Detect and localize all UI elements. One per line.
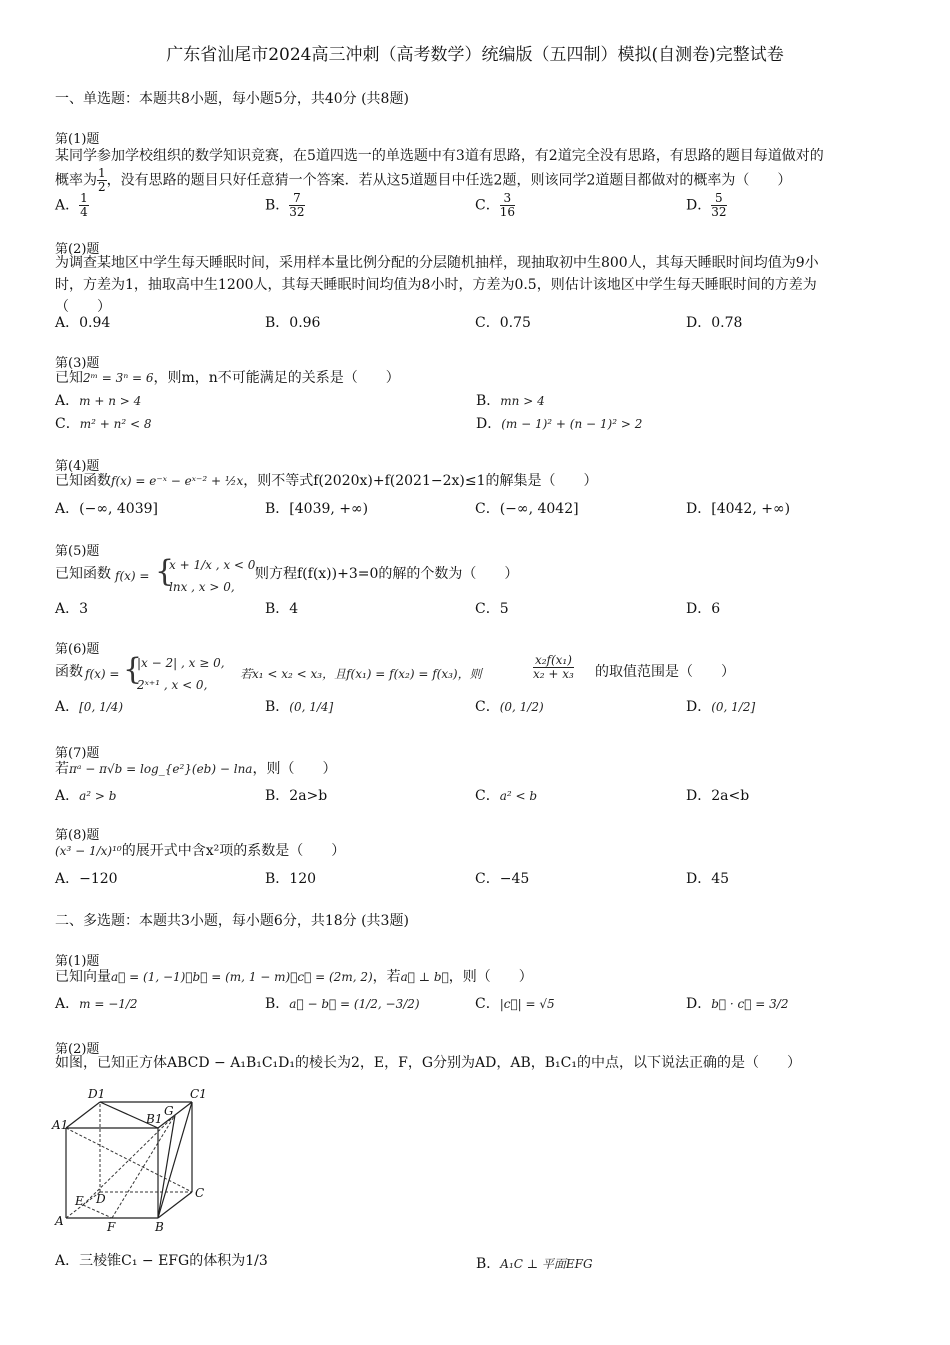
option-c[interactable] [475, 598, 509, 618]
math-expression: f(x) = [85, 667, 120, 681]
option-text: [0, 1/4) [79, 700, 124, 714]
option-label: C． [475, 788, 500, 804]
label-b1: B1 [146, 1112, 163, 1126]
denominator: x₂ + x₃ [533, 667, 574, 681]
segment-c1b [158, 1102, 192, 1218]
question-stem [55, 367, 895, 389]
stem-text: 已知函数 [55, 473, 111, 489]
option-label: A． [55, 393, 80, 409]
segment-fg [112, 1115, 175, 1218]
page-title: 广东省汕尾市2024高三冲刺（高考数学）统编版（五四制）模拟(自测卷)完整试卷 [166, 45, 784, 65]
math-expression: 若x₁ < x₂ < x₃，且f(x₁) = f(x₂) = f(x₃)，则 [240, 667, 482, 681]
option-text: b⃗ · c⃗ = 3/2 [711, 997, 789, 1011]
option-c[interactable] [475, 785, 537, 805]
question-number: 第(8)题 [55, 828, 100, 843]
option-text: m² + n² < 8 [79, 417, 152, 431]
stem-text: ，则m，n不可能满足的关系是（ ） [153, 370, 400, 386]
stem-text: 的展开式中含x²项的系数是（ ） [121, 843, 346, 859]
denominator: 32 [289, 205, 305, 219]
stem-line: 某同学参加学校组织的数学知识竞赛，在5道四选一的单选题中有3道有思路，有2道完全没有思路，有思路的题目每道做对的 [55, 148, 824, 164]
option-text: 3 [79, 601, 89, 617]
stem-text: ，若 [372, 969, 401, 985]
option-text: 0.75 [499, 315, 531, 331]
denominator: 2 [98, 180, 106, 194]
option-b[interactable] [476, 390, 545, 410]
numerator: x₂f(x₁) [534, 653, 572, 667]
option-label: A． [55, 788, 80, 804]
question-stem [55, 145, 895, 194]
option-text: m = −1/2 [79, 997, 138, 1011]
option-label: D． [686, 996, 712, 1012]
option-c[interactable] [475, 993, 555, 1013]
option-b[interactable] [265, 312, 320, 332]
option-label: C． [475, 501, 500, 517]
option-a[interactable] [55, 868, 118, 888]
option-label: B． [265, 699, 290, 715]
math-expression: f(x) = e⁻ˣ − eˣ⁻² + ½x [111, 474, 244, 488]
option-text: (−∞, 4039] [79, 501, 158, 517]
label-e: E [75, 1194, 84, 1208]
option-label: D． [476, 416, 502, 432]
option-label: A． [55, 996, 80, 1012]
option-text: 45 [711, 871, 730, 887]
option-b[interactable] [265, 785, 327, 805]
question-stem [55, 758, 895, 780]
segment-ef [83, 1205, 112, 1218]
option-label: B． [265, 501, 290, 517]
option-text: (0, 1/2) [499, 700, 544, 714]
option-d[interactable] [686, 993, 788, 1013]
option-label: A． [55, 315, 80, 331]
question-number: 第(1)题 [55, 132, 100, 147]
option-label: B． [265, 197, 290, 214]
option-text: (0, 1/2] [711, 700, 756, 714]
fraction [500, 192, 515, 219]
option-d[interactable] [476, 413, 642, 433]
fraction [79, 192, 89, 219]
option-d[interactable] [686, 868, 729, 888]
option-b[interactable] [265, 696, 333, 716]
option-text: −120 [79, 871, 118, 887]
option-a[interactable] [55, 696, 123, 716]
question-number: 第(4)题 [55, 459, 100, 474]
option-label: B． [265, 788, 290, 804]
option-c[interactable] [475, 192, 515, 219]
stem-text: 概率为 [55, 172, 97, 189]
option-text: 0.96 [289, 315, 321, 331]
option-b[interactable] [265, 868, 316, 888]
option-label: A． [55, 197, 80, 214]
option-a[interactable] [55, 192, 89, 219]
segment-a1c [66, 1128, 192, 1192]
option-c[interactable] [475, 868, 529, 888]
option-label: C． [475, 699, 500, 715]
option-text: [4042, +∞) [711, 501, 791, 517]
option-label: C． [475, 996, 500, 1012]
option-a[interactable] [55, 498, 158, 518]
option-label: C． [475, 871, 500, 887]
numerator: 5 [711, 192, 726, 206]
option-label: B． [265, 315, 290, 331]
option-c[interactable] [475, 498, 579, 518]
option-label: C． [475, 315, 500, 331]
option-d[interactable] [686, 598, 720, 618]
option-label: D． [686, 501, 712, 517]
piecewise-case: x + 1/x , x < 0, [169, 558, 260, 572]
label-f: F [107, 1220, 116, 1234]
math-expression: a⃗ ⊥ b⃗ [400, 970, 449, 984]
question-stem [55, 966, 895, 988]
option-text: 三棱锥C₁ − EFG的体积为1/3 [79, 1253, 268, 1269]
option-b[interactable] [265, 498, 368, 518]
option-label: D． [686, 871, 712, 887]
fraction [289, 192, 304, 219]
option-label: A． [55, 1253, 80, 1269]
stem-text: 函数 [55, 664, 83, 680]
piecewise-case: 2ˣ⁺¹ , x < 0, [137, 678, 208, 692]
label-d1: D1 [88, 1087, 106, 1101]
fraction [533, 654, 574, 681]
option-text: a² > b [79, 789, 117, 803]
option-text: −45 [499, 871, 530, 887]
question-stem [55, 252, 895, 318]
option-text: (0, 1/4] [289, 700, 334, 714]
option-text: 0.78 [711, 315, 743, 331]
option-label: C． [475, 197, 500, 214]
option-label: A． [55, 699, 80, 715]
stem-text: ，没有思路的题目只好任意猜一个答案．若从这5道题目中任选2题，则该同学2道题目都做对的概率为（ ） [106, 172, 792, 189]
stem-line: 时，方差为1，抽取高中生1200人，其每天睡眠时间均值为8小时，方差为0.5，则估计该地区中学生每天睡眠时间的方差为 [55, 277, 817, 293]
option-label: B． [265, 871, 290, 887]
option-d[interactable] [686, 498, 790, 518]
option-a[interactable] [55, 1250, 268, 1270]
option-label: B． [476, 1256, 501, 1272]
option-text: mn > 4 [500, 394, 545, 408]
denominator: 4 [80, 205, 88, 219]
piecewise-case: |x − 2| , x ≥ 0, [137, 656, 225, 670]
numerator: 3 [500, 192, 515, 206]
question-stem [55, 470, 895, 492]
option-text: a⃗ − b⃗ = (1/2, −3/2) [289, 997, 420, 1011]
question-stem [55, 552, 895, 596]
stem-line: 为调查某地区中学生每天睡眠时间，采用样本量比例分配的分层随机抽样，现抽取初中生800人，其每天睡眠时间均值为9小 [55, 255, 819, 271]
label-c1: C1 [190, 1087, 207, 1101]
stem-text: ，则不等式f(2020x)+f(2021−2x)≤1的解集是（ ） [243, 473, 598, 489]
option-label: B． [476, 393, 501, 409]
option-text: (m − 1)² + (n − 1)² > 2 [501, 417, 643, 431]
option-text: 4 [289, 601, 299, 617]
option-label: C． [475, 601, 500, 617]
stem-line: （ ） [55, 299, 111, 315]
option-b[interactable] [265, 598, 298, 618]
option-c[interactable] [475, 696, 544, 716]
option-b[interactable] [265, 192, 305, 219]
stem-text: ，则（ ） [252, 761, 337, 777]
label-a1: A1 [52, 1118, 69, 1132]
cube-figure [50, 1085, 220, 1235]
option-label: D． [686, 788, 712, 804]
option-text: 120 [289, 871, 317, 887]
option-label: C． [55, 416, 80, 432]
question-stem [55, 840, 895, 862]
option-text: a² < b [499, 789, 538, 803]
option-text: 2a>b [289, 788, 328, 804]
stem-text: 已知向量 [55, 969, 111, 985]
math-expression: a⃗ = (1, −1)，b⃗ = (m, 1 − m)，c⃗ = (2m, 2) [111, 970, 373, 984]
numerator: 1 [80, 191, 88, 205]
numerator: 7 [289, 192, 304, 206]
option-c[interactable] [475, 312, 531, 332]
option-text: |c⃗| = √5 [499, 997, 555, 1011]
option-text: 6 [711, 601, 721, 617]
option-label: B． [265, 996, 290, 1012]
option-d[interactable] [686, 785, 749, 805]
segment-gb [158, 1115, 175, 1218]
option-d[interactable] [686, 696, 755, 716]
question-stem: 如图，已知正方体ABCD − A₁B₁C₁D₁的棱长为2，E，F，G分别为AD，AB，B₁C₁的中点，以下说法正确的是（ ） [55, 1055, 801, 1071]
label-b: B [155, 1220, 164, 1234]
option-c[interactable] [55, 413, 151, 433]
stem-text: 则方程f(f(x))+3=0的解的个数为（ ） [255, 566, 519, 582]
edge-bc [158, 1192, 192, 1218]
edge-a1d1 [66, 1102, 100, 1128]
option-text: (−∞, 4042] [499, 501, 579, 517]
label-c: C [195, 1186, 205, 1200]
option-a[interactable] [55, 312, 110, 332]
option-text: [4039, +∞) [289, 501, 369, 517]
option-label: A． [55, 871, 80, 887]
option-a[interactable] [55, 598, 88, 618]
option-text: m + n > 4 [79, 394, 142, 408]
denominator: 32 [711, 205, 727, 219]
option-a[interactable] [55, 390, 141, 410]
left-brace: { [155, 554, 175, 589]
option-b[interactable] [265, 993, 420, 1013]
question-number: 第(2)题 [55, 242, 100, 257]
option-text: A₁C ⊥ 平面EFG [500, 1257, 593, 1271]
stem-text: 的取值范围是（ ） [595, 664, 735, 680]
hidden-edges [66, 1102, 192, 1218]
stem-text: 已知 [55, 370, 83, 386]
question-number: 第(5)题 [55, 544, 100, 559]
option-d[interactable] [686, 312, 742, 332]
fraction [97, 167, 107, 194]
label-a: A [55, 1214, 64, 1228]
option-d[interactable] [686, 192, 727, 219]
numerator: 1 [98, 166, 106, 180]
option-text: 0.94 [79, 315, 111, 331]
math-expression: 2ᵐ = 3ⁿ = 6 [83, 371, 154, 385]
option-label: B． [265, 601, 290, 617]
stem-text: ，则（ ） [448, 969, 533, 985]
question-number: 第(7)题 [55, 746, 100, 761]
piecewise-case: lnx , x > 0, [169, 580, 235, 594]
option-label: D． [686, 197, 712, 214]
option-label: D． [686, 601, 712, 617]
math-expression: πᵃ − π√b = log_{e²}(eb) − lna [69, 762, 253, 776]
section-multiple-choice: 二、多选题：本题共3小题，每小题6分，共18分 (共3题) [55, 913, 409, 929]
stem-text: 已知函数 [55, 566, 111, 582]
option-text: 5 [499, 601, 509, 617]
left-brace: { [123, 652, 143, 687]
option-label: A． [55, 601, 80, 617]
denominator: 16 [499, 205, 515, 219]
option-a[interactable] [55, 785, 116, 805]
question-number: 第(6)题 [55, 642, 100, 657]
math-expression: (x³ − 1/x)¹⁰ [55, 844, 122, 858]
option-b[interactable] [476, 1253, 593, 1273]
math-expression: f(x) = [115, 569, 150, 583]
label-d: D [96, 1192, 106, 1206]
option-label: D． [686, 699, 712, 715]
option-label: A． [55, 501, 80, 517]
option-text: 2a<b [711, 788, 750, 804]
option-label: D． [686, 315, 712, 331]
label-g: G [164, 1104, 174, 1118]
question-stem [55, 650, 895, 694]
section-single-choice: 一、单选题：本题共8小题，每小题5分，共40分 (共8题) [55, 91, 409, 107]
fraction [711, 192, 726, 219]
question-number: 第(1)题 [55, 954, 100, 969]
stem-text: 若 [55, 761, 69, 777]
question-number: 第(2)题 [55, 1042, 100, 1057]
option-a[interactable] [55, 993, 138, 1013]
stem-line [55, 167, 895, 194]
question-number: 第(3)题 [55, 356, 100, 371]
